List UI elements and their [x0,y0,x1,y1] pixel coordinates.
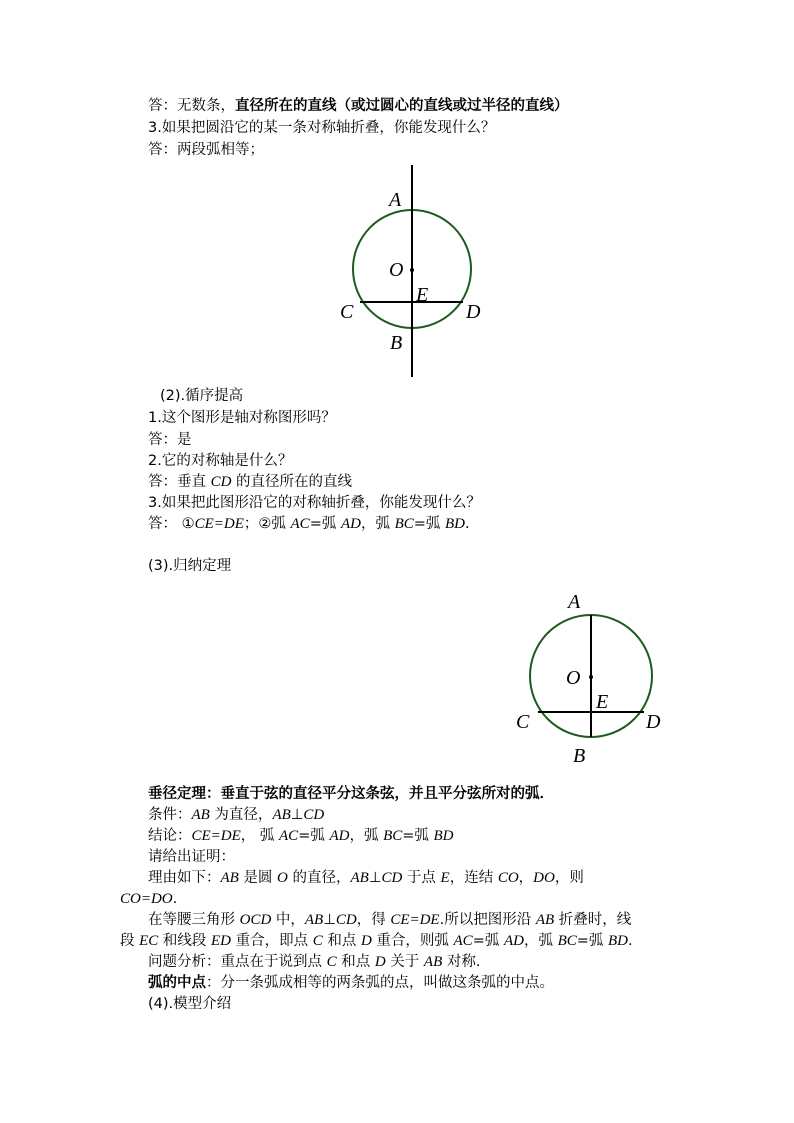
math: AB [272,807,291,823]
label-o-1: O [389,259,404,281]
math: CE=DE [390,912,440,928]
text: =弧 [298,828,330,844]
text: 在等腰三角形 [148,912,240,928]
math: BD [608,933,628,949]
math: CD [335,912,357,928]
math: EC [139,933,159,949]
math: D [374,954,386,970]
definition: ：分一条弧成相等的两条弧的点，叫做这条弧的中点。 [206,975,554,991]
math: E [440,870,450,886]
text: ，连结 [449,870,498,886]
math: CD [210,474,232,490]
text: ⊥ [368,870,382,886]
text: .所以把图形沿 [439,912,536,928]
text: 的直径所在的直线 [231,474,353,490]
math: D [360,933,372,949]
s2-question-1: 1.这个图形是轴对称图形吗？ [148,410,336,426]
math: AD [329,828,350,844]
section3-title: (3).归纳定理 [148,558,232,574]
math: AC [279,828,299,844]
text: 重合，即点 [231,933,313,949]
math: AC [290,516,310,532]
proof-ask: 请给出证明： [148,849,235,865]
text: ， 弧 [240,828,280,844]
text: ，得 [356,912,391,928]
text: 折叠时，线 [554,912,632,928]
section2-title: (2).循序提高 [160,388,244,404]
text: 和线段 [158,933,211,949]
text: . [172,891,178,907]
center-dot-2 [589,675,593,679]
text: ， [518,870,534,886]
label-e-1: E [416,284,429,306]
math: CO=DO [120,891,173,907]
math: AB [423,954,443,970]
proof-line-1 [148,868,584,888]
math: AB [535,912,555,928]
label-c-1: C [340,301,354,323]
conclusion [148,826,454,846]
text: 和点 [322,933,361,949]
math: BD [433,828,454,844]
text: 中， [271,912,305,928]
math: DO [533,870,555,886]
condition [148,805,324,825]
text: =弧 [402,828,434,844]
math: ED [211,933,231,949]
answer-prefix: 答：无数条， [148,98,235,114]
text: 答：垂直 [148,474,211,490]
proof-line-2 [148,910,631,930]
math: AB [220,870,239,886]
math: BC [383,828,403,844]
math: AC [453,933,473,949]
text: 为直径， [209,807,273,823]
text: 关于 [385,954,424,970]
text: =弧 [472,933,504,949]
label-c-2: C [516,711,530,733]
text: 是圆 [238,870,278,886]
label-a-2: A [568,591,581,613]
s2-question-2: 2.它的对称轴是什么？ [148,453,293,469]
answer-3: 答：两段弧相等； [148,142,264,158]
proof-line-2b [120,931,633,951]
section4-title: (4).模型介绍 [148,996,232,1012]
text: 答： ① [148,516,195,532]
text: ，弧 [523,933,558,949]
math: AD [503,933,524,949]
text: 段 [120,933,140,949]
text: ，则 [554,870,584,886]
text: 和点 [336,954,375,970]
text: 结论： [148,828,192,844]
math: CO [497,870,519,886]
text: ；②弧 [243,516,291,532]
label-o-2: O [566,667,581,689]
text: 的直径， [287,870,351,886]
text: 问题分析：重点在于说到点 [148,954,327,970]
text: . [465,516,470,532]
label-b-2: B [573,745,586,767]
math: AB [350,870,369,886]
term: 弧的中点 [148,975,206,991]
text: ⊥ [290,807,304,823]
math: CE=DE [191,828,241,844]
math: O [277,870,288,886]
question-3: 3.如果把圆沿它的某一条对称轴折叠，你能发现什么？ [148,120,496,136]
text: 条件： [148,807,192,823]
math: BD [445,516,465,532]
math: AD [340,516,361,532]
math: AB [304,912,324,928]
label-a-1: A [389,189,402,211]
proof-line-1b [120,889,177,909]
label-b-1: B [390,332,403,354]
math: CE=DE [194,516,244,532]
text: ⊥ [323,912,336,928]
text: ，弧 [360,516,395,532]
label-e-2: E [596,691,609,713]
text: 理由如下： [148,870,221,886]
math: C [326,954,337,970]
text: 对称. [442,954,481,970]
math: OCD [239,912,272,928]
math: C [312,933,323,949]
s2-question-3: 3.如果把此图形沿它的对称轴折叠，你能发现什么？ [148,495,481,511]
text: =弧 [413,516,445,532]
theorem: 垂径定理：垂直于弦的直径平分这条弦，并且平分弦所对的弧． [148,786,554,802]
math: CD [381,870,403,886]
text: 于点 [402,870,441,886]
text: =弧 [576,933,608,949]
math: BC [394,516,414,532]
text: . [628,933,633,949]
math: AB [191,807,210,823]
math: BC [557,933,577,949]
answer-bold: 直径所在的直线（或过圆心的直线或过半径的直线） [235,98,569,114]
analysis [148,952,480,972]
text: =弧 [309,516,341,532]
s2-answer-1: 答：是 [148,432,192,448]
label-d-2: D [646,711,661,733]
text: 重合，则弧 [371,933,454,949]
math: CD [303,807,325,823]
text: ，弧 [349,828,384,844]
label-d-1: D [466,301,481,323]
midpoint-definition [148,973,554,993]
